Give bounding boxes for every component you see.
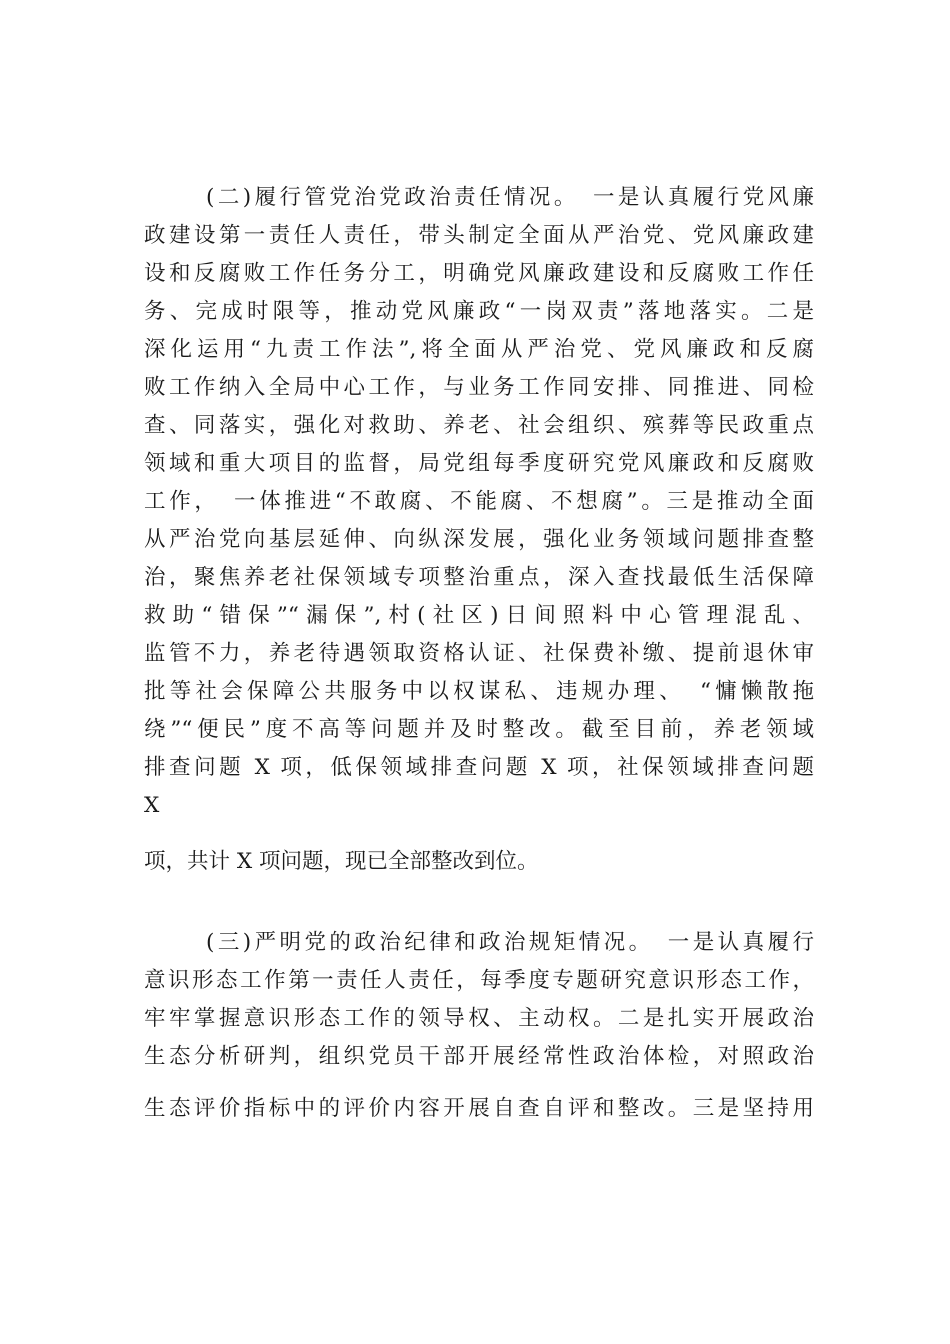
paragraph-line: 治，聚焦养老社保领域专项整治重点，深入查找最低生活保障 (144, 565, 814, 590)
paragraph-line: 务、完成时限等，推动党风廉政“一岗双责”落地落实。二是 (144, 299, 814, 324)
paragraph-line: 监管不力，养老待遇领取资格认证、社保费补缴、提前退休审 (144, 641, 814, 666)
paragraph-line: 救助“错保”“漏保”,村(社区)日间照料中心管理混乱、 (144, 603, 814, 628)
paragraph-line: X (144, 793, 160, 818)
paragraph-line: 政建设第一责任人责任，带头制定全面从严治党、党风廉政建 (144, 223, 814, 248)
paragraph-line: 生态分析研判，组织党员干部开展经常性政治体检，对照政治 (144, 1044, 814, 1069)
paragraph-line: 批等社会保障公共服务中以权谋私、违规办理、 “慵懒散拖 (144, 679, 814, 704)
paragraph-line: 设和反腐败工作任务分工，明确党风廉政建设和反腐败工作任 (144, 261, 814, 286)
paragraph-line: 从严治党向基层延伸、向纵深发展，强化业务领域问题排查整 (144, 527, 814, 552)
paragraph-line: 工作， 一体推进“不敢腐、不能腐、不想腐”。三是推动全面 (144, 489, 814, 514)
paragraph-line: 排查问题 X 项，低保领域排查问题 X 项，社保领域排查问题 (144, 755, 814, 780)
paragraph-line: 查、同落实，强化对救助、养老、社会组织、殡葬等民政重点 (144, 413, 814, 438)
paragraph-line: (二)履行管党治党政治责任情况。 一是认真履行党风廉 (206, 185, 814, 210)
paragraph-line: 生态评价指标中的评价内容开展自查自评和整改。三是坚持用 (144, 1096, 814, 1121)
paragraph-line: (三)严明党的政治纪律和政治规矩情况。 一是认真履行 (206, 930, 814, 955)
paragraph-line: 败工作纳入全局中心工作，与业务工作同安排、同推进、同检 (144, 375, 814, 400)
paragraph-line: 领域和重大项目的监督，局党组每季度研究党风廉政和反腐败 (144, 451, 814, 476)
paragraph-line: 意识形态工作第一责任人责任，每季度专题研究意识形态工作， (144, 968, 814, 993)
paragraph-line: 绕”“便民”度不高等问题并及时整改。截至目前，养老领域 (144, 717, 814, 742)
paragraph-line: 牢牢掌握意识形态工作的领导权、主动权。二是扎实开展政治 (144, 1006, 814, 1031)
paragraph-line: 深化运用“九责工作法”,将全面从严治党、党风廉政和反腐 (144, 337, 814, 362)
paragraph-line: 项，共计 X 项问题，现已全部整改到位。 (144, 849, 539, 874)
